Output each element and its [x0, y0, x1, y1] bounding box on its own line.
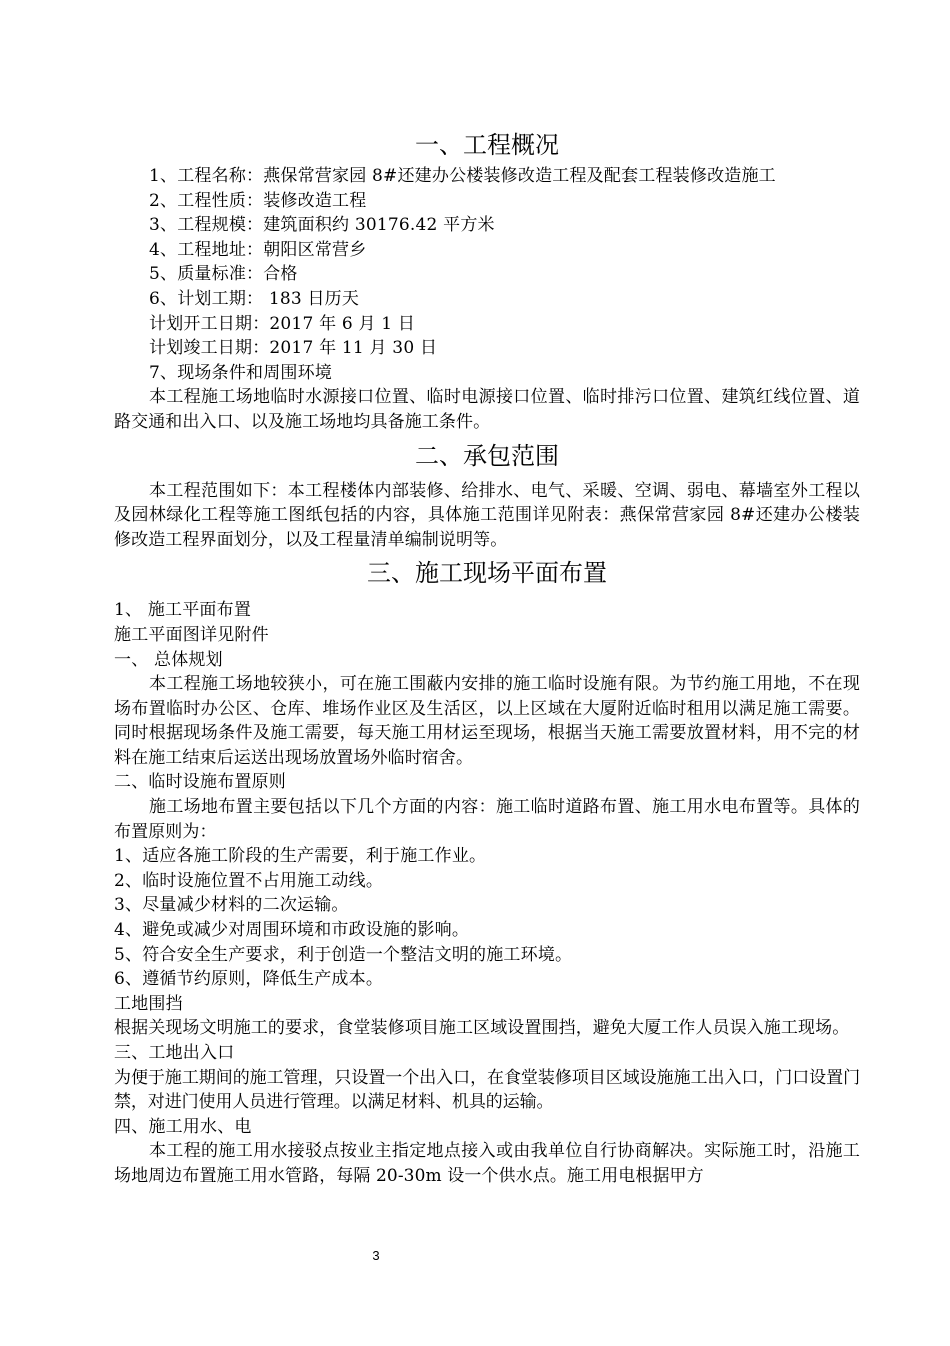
principle-item: 4、避免或减少对周围环境和市政设施的影响。 [114, 920, 470, 941]
project-name-line: 1、工程名称：燕保常营家园 8#还建办公楼装修改造工程及配套工程装修改造施工 [149, 166, 776, 186]
temp-facility-subheading: 二、临时设施布置原则 [114, 772, 286, 793]
scope-paragraph: 本工程范围如下：本工程楼体内部装修、给排水、电气、采暖、空调、弱电、幕墙室外工程以及园林绿化工程等施工图纸包括的内容，具体施工范围详见附表：燕保常营家园 8#还建办公楼装修改造工程界面划分，以及工程量清单编制说明等。 [114, 480, 860, 550]
page-number: 3 [372, 1248, 380, 1263]
site-conditions-line: 7、现场条件和周围环境 [149, 362, 333, 383]
temp-facility-paragraph: 施工场地布置主要包括以下几个方面的内容：施工临时道路布置、施工用水电布置等。具体的布置原则为： [114, 797, 860, 842]
water-power-paragraph: 本工程的施工用水接驳点按业主指定地点接入或由我单位自行协商解决。实际施工时，沿施工场地周边布置施工用水管路，每隔 20-30m 设一个供水点。施工用电根据甲方 [114, 1141, 860, 1186]
entrance-subheading: 三、工地出入口 [114, 1043, 235, 1063]
section-3-title: 三、施工现场平面布置 [367, 559, 607, 588]
layout-note: 施工平面图详见附件 [114, 624, 269, 645]
planned-start-line: 计划开工日期：2017 年 6 月 1 日 [149, 313, 416, 334]
principle-item: 1、适应各施工阶段的生产需要，利于施工作业。 [114, 846, 487, 867]
section-2-title: 二、承包范围 [415, 441, 559, 470]
planned-finish-line: 计划竣工日期：2017 年 11 月 30 日 [149, 338, 438, 359]
project-scale-line: 3、工程规模：建筑面积约 30176.42 平方米 [149, 215, 495, 236]
principle-item: 5、符合安全生产要求，利于创造一个整洁文明的施工环境。 [114, 944, 573, 965]
water-power-subheading: 四、施工用水、电 [114, 1116, 252, 1137]
quality-standard-line: 5、质量标准：合格 [149, 264, 298, 285]
principle-item: 3、尽量减少材料的二次运输。 [114, 895, 349, 916]
principle-item: 2、临时设施位置不占用施工动线。 [114, 870, 384, 891]
overall-planning-paragraph: 本工程施工场地较狭小，可在施工围蔽内安排的施工临时设施有限。为节约施工用地，不在现场布置临时办公区、仓库、堆场作业区及生活区，以上区域在大厦附近临时租用以满足施工需要。同时根据现场条件及施工需要，每天施工用材运至现场，根据当天施工需要放置材料，用不完的材料在施工结束后运送出现场放置场外临时宿舍。 [114, 674, 860, 768]
schedule-duration-line: 6、计划工期： 183 日历天 [149, 288, 360, 309]
entrance-paragraph: 为便于施工期间的施工管理，只设置一个出入口，在食堂装修项目区域设施施工出入口，门口设置门禁，对进门使用人员进行管理。以满足材料、机具的运输。 [114, 1067, 860, 1113]
overall-planning-subheading: 一、 总体规划 [114, 649, 223, 670]
hoarding-subheading: 工地围挡 [114, 993, 183, 1014]
document-body [114, 128, 860, 1189]
section-1-title: 一、工程概况 [415, 131, 559, 159]
project-nature-line: 2、工程性质：装修改造工程 [149, 190, 367, 211]
project-address-line: 4、工程地址：朝阳区常营乡 [149, 239, 367, 260]
site-conditions-paragraph: 本工程施工场地临时水源接口位置、临时电源接口位置、临时排污口位置、建筑红线位置、道路交通和出入口、以及施工场地均具备施工条件。 [114, 387, 860, 432]
hoarding-paragraph: 根据关现场文明施工的要求，食堂装修项目施工区域设置围挡，避免大厦工作人员误入施工现场。 [114, 1018, 850, 1039]
layout-subheading: 1、 施工平面布置 [114, 600, 252, 621]
principle-item: 6、遵循节约原则，降低生产成本。 [114, 969, 384, 990]
